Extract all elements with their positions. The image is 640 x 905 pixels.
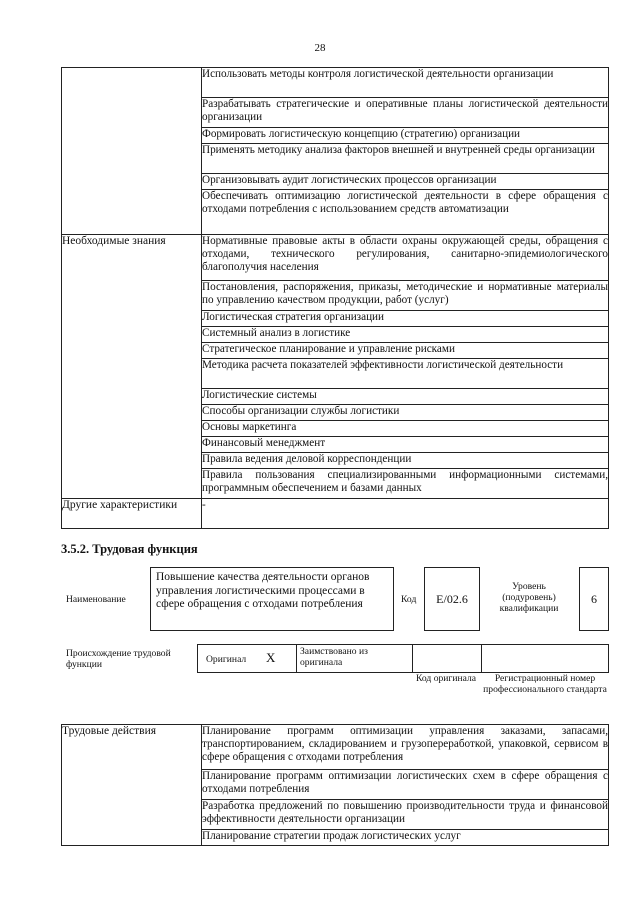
knowledge-item: Способы организации службы логистики xyxy=(202,405,609,421)
function-name-value: Повышение качества деятельности органов управления логистическими процессами в сфере обращения с отходами потребления xyxy=(156,571,370,610)
original-mark: X xyxy=(266,650,276,665)
borrowed-label: Заимствовано из оригинала xyxy=(300,646,368,668)
origin-divider xyxy=(296,644,297,672)
other-characteristics-label: Другие характеристики xyxy=(62,499,202,529)
knowledge-item: Основы маркетинга xyxy=(202,421,609,437)
skill-item: Разрабатывать стратегические и оперативные планы логистической деятельности организации xyxy=(202,98,609,128)
labor-actions-label: Трудовые действия xyxy=(62,725,202,846)
labor-actions-table xyxy=(61,724,609,846)
registration-number-caption: Регистрационный номер профессионального стандарта xyxy=(483,673,607,695)
knowledge-item: Системный анализ в логистике xyxy=(202,327,609,343)
knowledge-item: Методика расчета показателей эффективности логистической деятельности xyxy=(202,359,609,389)
knowledge-item: Нормативные правовые акты в области охраны окружающей среды, обращения с отходами, технического регулирования, санитарно-эпидемиологического благополучия населения xyxy=(202,235,609,281)
name-label: Наименование xyxy=(66,594,126,605)
function-code-box xyxy=(424,567,480,631)
level-label: Уровень (подуровень) квалификации xyxy=(499,581,559,614)
origin-divider xyxy=(481,644,482,672)
code-original-caption: Код оригинала xyxy=(415,673,477,684)
other-characteristics-value: - xyxy=(202,499,609,529)
level-value: 6 xyxy=(591,592,597,606)
original-label: Оригинал xyxy=(206,654,247,665)
knowledge-item: Логистическая стратегия организации xyxy=(202,311,609,327)
skill-item: Обеспечивать оптимизацию логистической деятельности в сфере обращения с отходами потребления с использованием средств автоматизации xyxy=(202,190,609,235)
function-name-box xyxy=(150,567,394,631)
level-box xyxy=(579,567,609,631)
origin-label: Происхождение трудовой функции xyxy=(66,648,171,670)
skill-item: Применять методику анализа факторов внешней и внутренней среды организации xyxy=(202,144,609,174)
labor-action-item: Планирование стратегии продаж логистических услуг xyxy=(202,830,609,846)
knowledge-item: Логистические системы xyxy=(202,389,609,405)
origin-divider xyxy=(412,644,413,672)
knowledge-item: Правила ведения деловой корреспонденции xyxy=(202,453,609,469)
skill-item: Использовать методы контроля логистической деятельности организации xyxy=(202,68,609,98)
skill-item: Организовывать аудит логистических процессов организации xyxy=(202,174,609,190)
labor-action-item: Планирование программ оптимизации логистических схем в сфере обращения с отходами потребления xyxy=(202,770,609,800)
section-title: 3.5.2. Трудовая функция xyxy=(61,542,198,556)
function-code-value: E/02.6 xyxy=(436,592,468,606)
knowledge-item: Финансовый менеджмент xyxy=(202,437,609,453)
knowledge-label: Необходимые знания xyxy=(62,235,202,499)
knowledge-item: Правила пользования специализированными информационными системами, программным обеспечением и базами данных xyxy=(202,469,609,499)
skills-label-cell xyxy=(62,68,202,235)
knowledge-item: Стратегическое планирование и управление рисками xyxy=(202,343,609,359)
skill-item: Формировать логистическую концепцию (стратегию) организации xyxy=(202,128,609,144)
code-label: Код xyxy=(401,594,417,605)
labor-action-item: Планирование программ оптимизации управления заказами, запасами, транспортированием, складированием и грузопереработкой, упаковкой, сервисом в сфере обращения с отходами потребления xyxy=(202,725,609,770)
labor-action-item: Разработка предложений по повышению производительности труда и финансовой эффективности деятельности организации xyxy=(202,800,609,830)
page-number: 28 xyxy=(314,42,326,54)
knowledge-item: Постановления, распоряжения, приказы, методические и нормативные материалы по управлению качеством продукции, работ (услуг) xyxy=(202,281,609,311)
skills-knowledge-table xyxy=(61,67,609,529)
